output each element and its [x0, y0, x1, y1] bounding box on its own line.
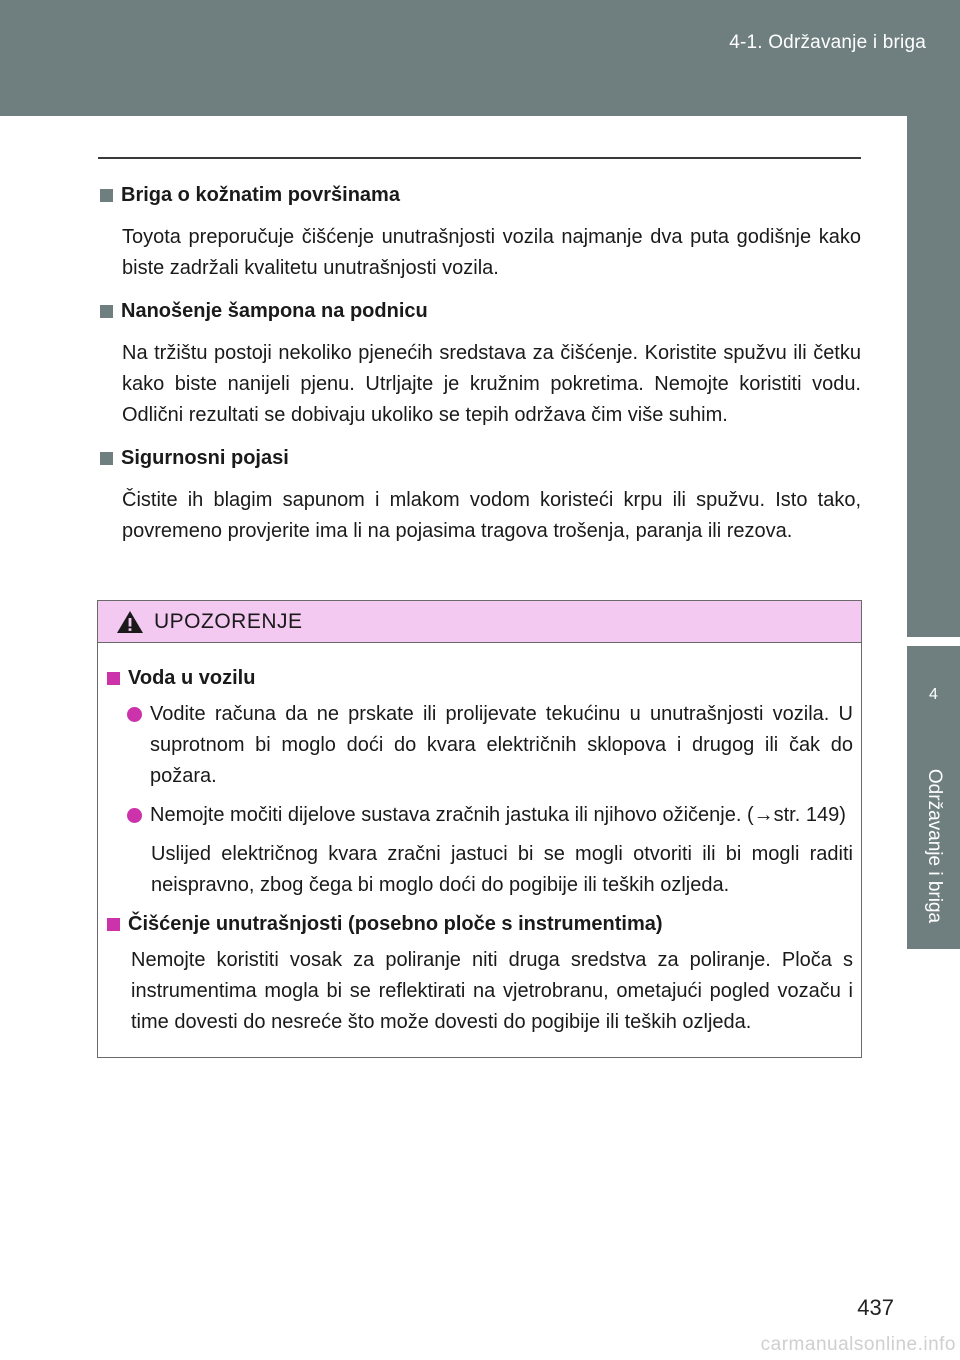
square-bullet-icon [107, 672, 120, 685]
circle-bullet-icon [127, 808, 142, 823]
warning-bullet [127, 699, 853, 792]
top-rule [98, 157, 861, 159]
page-number: 437 [857, 1295, 894, 1320]
section-heading [98, 180, 861, 210]
section-heading-text: Nanošenje šampona na podnicu [121, 300, 428, 322]
section-heading-text: Sigurnosni pojasi [121, 447, 289, 469]
warning-subheading [107, 663, 853, 693]
side-tab [907, 116, 960, 716]
warning-bullet-text: Vodite računa da ne prskate ili prolijevate tekućinu u unutrašnjosti vozila. U suprotnom bi moglo doći do kvara električnih sklopova i drugog ili čak do požara. [150, 703, 853, 787]
main-content [98, 180, 861, 559]
warning-followup-text: Uslijed električnog kvara zračni jastuci bi se mogli otvoriti ili bi mogli raditi neispravno, zbog čega bi moglo doći do pogibije ili teških ozljeda. [151, 843, 853, 896]
warning-paragraph: Nemojte koristiti vosak za poliranje niti druga sredstva za poliranje. Ploča s instrumentima mogla bi se reflektirati na vjetrobranu, ometajući pogled vozaču i time dovesti do nesreće što može dovesti do pogibije ili teških ozljeda. [131, 949, 853, 1033]
side-tab-gap [907, 637, 960, 646]
section-heading-text: Briga o kožnatim površinama [121, 184, 400, 206]
warning-body [98, 643, 861, 1038]
square-bullet-icon [107, 918, 120, 931]
chapter-title-vertical: Održavanje i briga [924, 768, 945, 924]
running-header: 4-1. Održavanje i briga [729, 32, 926, 53]
warning-triangle-icon [116, 610, 144, 634]
chapter-number: 4 [907, 646, 960, 744]
square-bullet-icon [100, 305, 113, 318]
section-paragraph: Toyota preporučuje čišćenje unutrašnjosti vozila najmanje dva puta godišnje kako biste zadržali kvalitetu unutrašnjosti vozila. [122, 226, 861, 279]
circle-bullet-icon [127, 707, 142, 722]
warning-subheading [107, 909, 853, 939]
square-bullet-icon [100, 189, 113, 202]
section-paragraph: Čistite ih blagim sapunom i mlakom vodom koristeći krpu ili spužvu. Isto tako, povremeno provjerite ima li na pojasima tragova trošenja, paranja ili rezova. [122, 489, 861, 542]
square-bullet-icon [100, 452, 113, 465]
warning-subheading-text: Voda u vozilu [128, 667, 256, 689]
warning-bullet-text: Nemojte močiti dijelove sustava zračnih jastuka ili njihovo ožičenje. (→str. 149) [150, 804, 846, 826]
warning-bullet [127, 800, 853, 831]
section-heading [98, 443, 861, 473]
warning-box [97, 600, 862, 1058]
warning-title: UPOZORENJE [154, 609, 303, 633]
section-heading [98, 296, 861, 326]
section-paragraph: Na tržištu postoji nekoliko pjenećih sredstava za čišćenje. Koristite spužvu ili četku kako biste nanijeli pjenu. Utrljajte je kružnim pokretima. Nemojte koristiti vodu. Odlični rezultati se dobivaju ukoliko se tepih održava čim više suhim. [122, 342, 861, 426]
warning-subheading-text: Čišćenje unutrašnjosti (posebno ploče s instrumentima) [128, 913, 663, 935]
watermark: carmanualsonline.info [760, 1334, 956, 1355]
warning-header [98, 601, 861, 643]
header-band [0, 0, 960, 116]
